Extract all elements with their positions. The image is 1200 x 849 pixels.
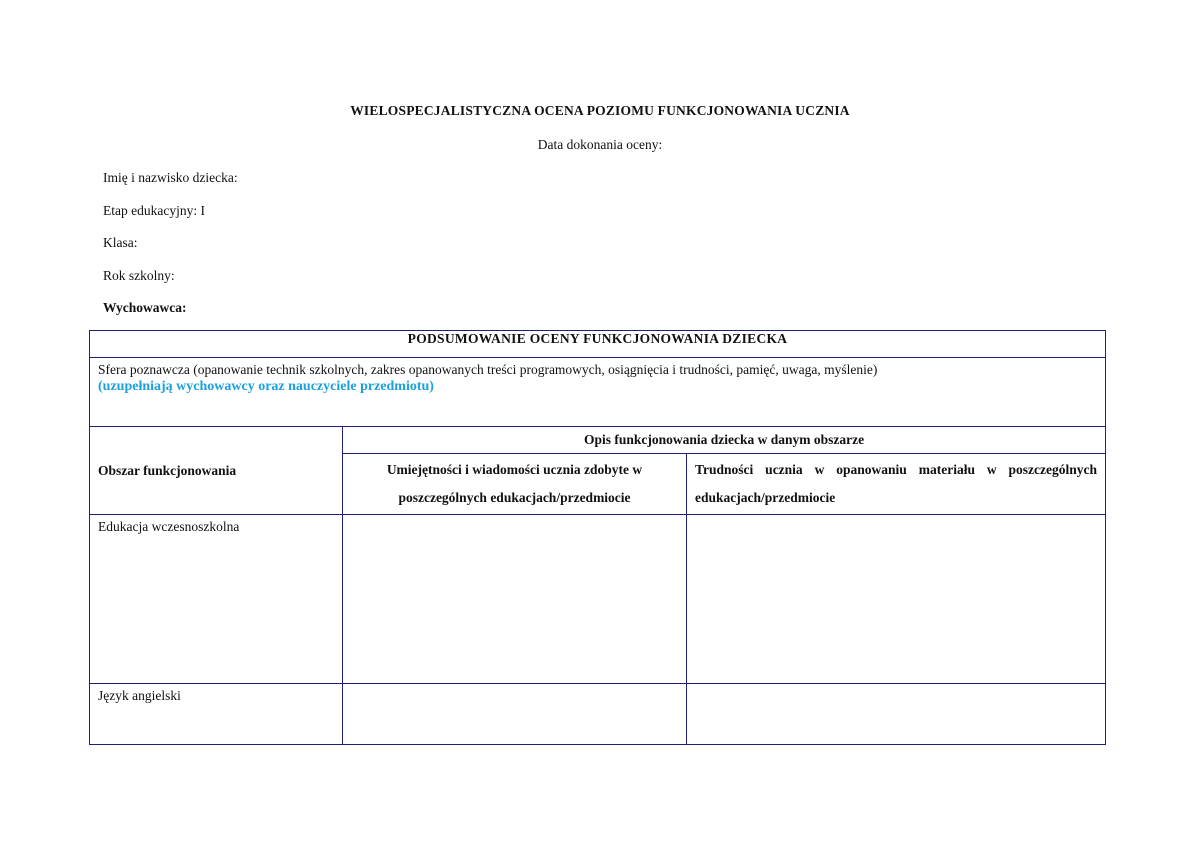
education-stage-label: Etap edukacyjny: I bbox=[103, 203, 205, 218]
table-row bbox=[90, 684, 1106, 745]
area-column-header: Obszar funkcjonowania bbox=[90, 427, 343, 515]
assessment-date-label: Data dokonania oceny: bbox=[537, 137, 663, 152]
difficulties-cell[interactable] bbox=[687, 684, 1106, 745]
skills-cell[interactable] bbox=[343, 515, 687, 684]
class-label: Klasa: bbox=[103, 235, 138, 250]
cognitive-sphere-row bbox=[90, 358, 1106, 427]
document-title: WIELOSPECJALISTYCZNA OCENA POZIOMU FUNKCJONOWANIA UCZNIA bbox=[350, 103, 850, 118]
area-cell: Język angielski bbox=[90, 684, 343, 745]
skills-cell[interactable] bbox=[343, 684, 687, 745]
cognitive-sphere-cell bbox=[90, 358, 1106, 427]
difficulties-cell[interactable] bbox=[687, 515, 1106, 684]
area-cell: Edukacja wczesnoszkolna bbox=[90, 515, 343, 684]
school-year-label: Rok szkolny: bbox=[103, 268, 175, 283]
homeroom-teacher-label: Wychowawca: bbox=[103, 300, 187, 315]
summary-table bbox=[89, 330, 1106, 745]
difficulties-column-header: Trudności ucznia w opanowaniu materiału w poszczególnych edukacjach/przedmiocie bbox=[687, 454, 1106, 515]
cognitive-sphere-text: Sfera poznawcza (opanowanie technik szkolnych, zakres opanowanych treści programowych, osiągnięcia i trudności, pamięć, uwaga, myślenie) bbox=[98, 362, 878, 377]
summary-header: PODSUMOWANIE OCENY FUNKCJONOWANIA DZIECKA bbox=[90, 331, 1106, 358]
skills-column-header: Umiejętności i wiadomości ucznia zdobyte w poszczególnych edukacjach/przedmiocie bbox=[343, 454, 687, 515]
description-column-header: Opis funkcjonowania dziecka w danym obszarze bbox=[343, 427, 1106, 454]
table-row bbox=[90, 515, 1106, 684]
column-header-row bbox=[90, 427, 1106, 454]
cognitive-sphere-note: (uzupełniają wychowawcy oraz nauczyciele przedmiotu) bbox=[98, 379, 434, 394]
child-name-label: Imię i nazwisko dziecka: bbox=[103, 170, 238, 185]
summary-header-row bbox=[90, 331, 1106, 358]
